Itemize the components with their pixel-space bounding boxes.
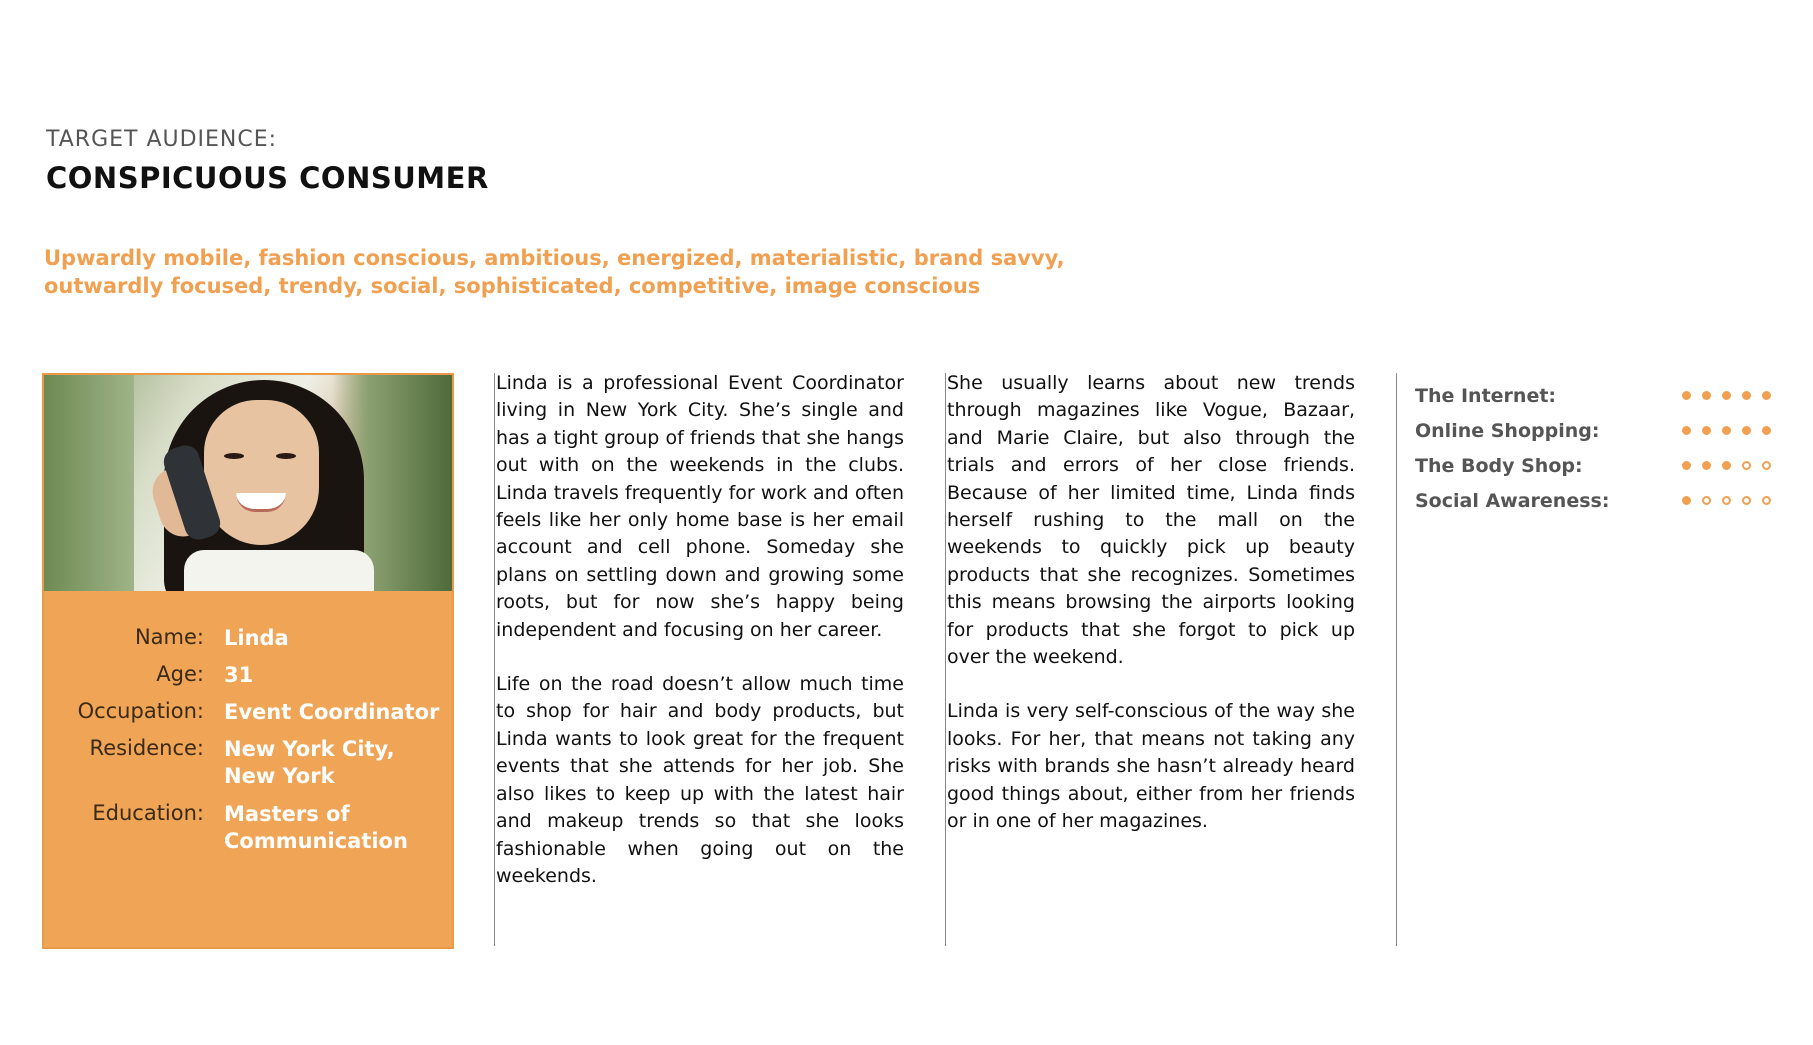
audience-traits <box>44 244 1065 300</box>
rating-label: Online Shopping: <box>1415 420 1600 442</box>
rating-dots <box>1682 496 1782 510</box>
rating-dot-empty <box>1742 496 1751 505</box>
fact-label: Name: <box>134 625 204 649</box>
rating-row <box>1415 490 1785 525</box>
rating-dot-filled <box>1742 391 1751 400</box>
rating-dot-filled <box>1722 426 1731 435</box>
rating-dot-filled <box>1682 496 1691 505</box>
story-paragraph: Linda is a professional Event Coordinator living in New York City. She’s single and has a tight group of friends that she hangs out with on the weekends in the clubs. Linda travels frequently for work and often feels like her only home base is her email account and cell phone. Someday she plans on settling down and growing some roots, but for now she’s happy being independent and focusing on her career. <box>496 372 904 641</box>
fact-age <box>44 662 452 699</box>
rating-dot-filled <box>1702 391 1711 400</box>
rating-label: The Body Shop: <box>1415 455 1583 477</box>
rating-dot-filled <box>1682 391 1691 400</box>
rating-dot-filled <box>1722 391 1731 400</box>
rating-dot-filled <box>1762 426 1771 435</box>
rating-dot-empty <box>1762 496 1771 505</box>
story-paragraph: Linda is very self-conscious of the way she looks. For her, that means not taking any risks with brands she hasn’t already heard good things about, either from her friends or in one of her magazines. <box>947 700 1355 833</box>
rating-dot-empty <box>1762 461 1771 470</box>
section-eyebrow: TARGET AUDIENCE: <box>46 127 278 152</box>
rating-dot-filled <box>1702 426 1711 435</box>
residence-line-2: New York <box>224 764 335 788</box>
story-column-2 <box>947 370 1355 863</box>
traits-line-1: Upwardly mobile, fashion conscious, ambitious, energized, materialistic, brand savvy, <box>44 246 1065 270</box>
rating-dot-empty <box>1742 461 1751 470</box>
column-divider <box>494 373 495 946</box>
fact-education <box>44 801 452 866</box>
traits-line-2: outwardly focused, trendy, social, sophisticated, competitive, image conscious <box>44 274 981 298</box>
rating-row <box>1415 420 1785 455</box>
rating-dot-filled <box>1702 461 1711 470</box>
column-divider <box>1396 373 1397 946</box>
fact-value: Linda <box>224 626 289 650</box>
column-divider <box>945 373 946 946</box>
education-line-1: Masters of <box>224 802 350 826</box>
education-line-2: Communication <box>224 829 408 853</box>
fact-name <box>44 625 452 662</box>
rating-dots <box>1682 461 1782 475</box>
fact-value <box>224 736 449 790</box>
fact-label: Residence: <box>89 736 204 760</box>
fact-value: Event Coordinator <box>224 700 440 724</box>
ratings-list <box>1415 385 1785 525</box>
rating-label: Social Awareness: <box>1415 490 1610 512</box>
fact-occupation <box>44 699 452 736</box>
rating-dot-filled <box>1682 461 1691 470</box>
persona-photo <box>44 375 452 591</box>
rating-row <box>1415 385 1785 420</box>
rating-dot-empty <box>1722 496 1731 505</box>
fact-label: Education: <box>92 801 204 825</box>
fact-value <box>224 801 449 855</box>
story-paragraph: She usually learns about new trends through magazines like Vogue, Bazaar, and Marie Claire, but also through the trials and errors of her close friends. Because of her limited time, Linda finds herself rushing to the mall on the weekends to quickly pick up beauty products that she recognizes. Sometimes this means browsing the airports looking for products that she forgot to pick up over the weekend. <box>947 372 1355 669</box>
rating-label: The Internet: <box>1415 385 1557 407</box>
page-title: CONSPICUOUS CONSUMER <box>46 161 489 195</box>
fact-residence <box>44 736 452 801</box>
rating-dot-filled <box>1722 461 1731 470</box>
rating-dot-empty <box>1702 496 1711 505</box>
residence-line-1: New York City, <box>224 737 395 761</box>
persona-card <box>42 373 454 949</box>
rating-dots <box>1682 391 1782 405</box>
rating-row <box>1415 455 1785 490</box>
fact-label: Age: <box>156 662 204 686</box>
persona-facts <box>44 625 452 866</box>
rating-dot-filled <box>1682 426 1691 435</box>
story-paragraph: Life on the road doesn’t allow much time to shop for hair and body products, but Linda wants to look great for the frequent events that she attends for her job. She also likes to keep up with the latest hair and makeup trends so that she looks fashionable when going out on the weekends. <box>496 673 904 887</box>
rating-dot-filled <box>1742 426 1751 435</box>
rating-dot-filled <box>1762 391 1771 400</box>
rating-dots <box>1682 426 1782 440</box>
fact-value: 31 <box>224 663 254 687</box>
story-column-1 <box>496 370 904 917</box>
fact-label: Occupation: <box>77 699 204 723</box>
